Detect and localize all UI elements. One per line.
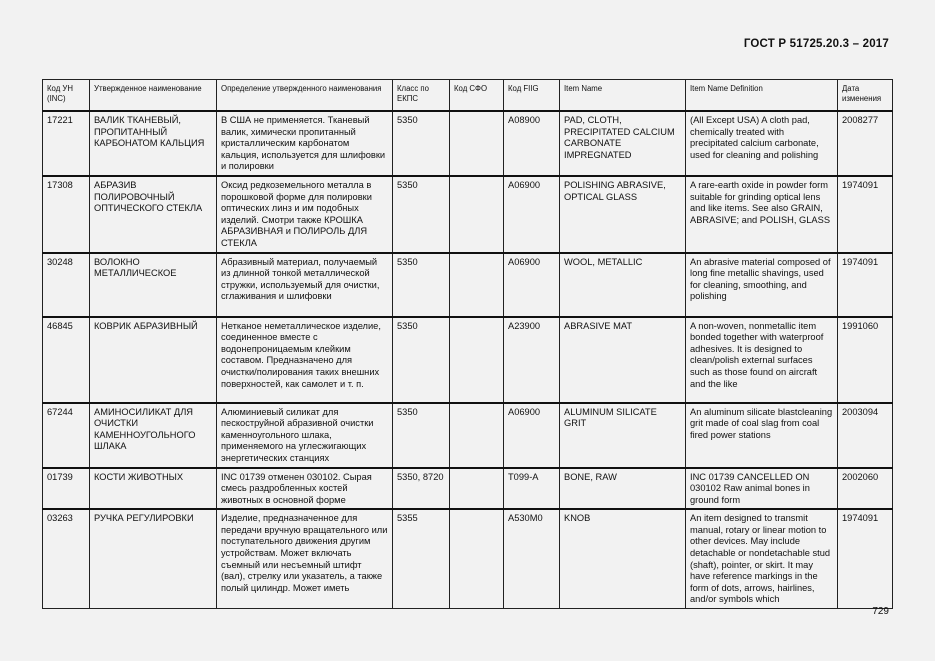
header-date: Дата изменения — [838, 80, 893, 112]
cell-fiig: A08900 — [504, 111, 560, 176]
cell-inc: 17308 — [43, 176, 90, 253]
cell-inc: 01739 — [43, 468, 90, 510]
cell-date: 1974091 — [838, 253, 893, 317]
cell-sfo — [450, 253, 504, 317]
header-inc: Код УН (INC) — [43, 80, 90, 112]
cell-inc: 30248 — [43, 253, 90, 317]
cell-item-name: KNOB — [560, 509, 686, 608]
cell-definition: Изделие, предназначенное для передачи вручную вращательного или поступательного движения другим устройствам. Может включать съемный или несъемный штифт (вал), стрелку или указатель, а также полый цилиндр. Может иметь — [217, 509, 393, 608]
header-class: Класс по ЕКПС — [393, 80, 450, 112]
table-row — [43, 111, 893, 176]
cell-item-name: WOOL, METALLIC — [560, 253, 686, 317]
cell-definition: Нетканое неметаллическое изделие, соединенное вместе с водонепроницаемым клейким составом. Предназначено для очистки/полирования таких внешних поверхностей, как самолет и т. п. — [217, 317, 393, 403]
cell-item-name: ABRASIVE MAT — [560, 317, 686, 403]
cell-item-definition: An item designed to transmit manual, rotary or linear motion to other devices. May include detachable or nondetachable stud (shaft), pointer, or skirt. It may have reference markings in the form of dots, arrows, hairlines, and/or symbols which — [686, 509, 838, 608]
cell-approved-name: КОВРИК АБРАЗИВНЫЙ — [90, 317, 217, 403]
cell-class: 5350 — [393, 253, 450, 317]
cell-sfo — [450, 176, 504, 253]
cell-class: 5350, 8720 — [393, 468, 450, 510]
table-row — [43, 509, 893, 608]
cell-inc: 46845 — [43, 317, 90, 403]
cell-item-name: ALUMINUM SILICATE GRIT — [560, 403, 686, 468]
cell-approved-name: АМИНОСИЛИКАТ ДЛЯ ОЧИСТКИ КАМЕННОУГОЛЬНОГО ШЛАКА — [90, 403, 217, 468]
cell-approved-name: АБРАЗИВ ПОЛИРОВОЧНЫЙ ОПТИЧЕСКОГО СТЕКЛА — [90, 176, 217, 253]
table-row — [43, 176, 893, 253]
cell-item-name: PAD, CLOTH, PRECIPITATED CALCIUM CARBONATE IMPREGNATED — [560, 111, 686, 176]
cell-item-definition: (All Except USA) A cloth pad, chemically treated with precipitated calcium carbonate, used for cleaning and polishing — [686, 111, 838, 176]
header-fiig: Код FIIG — [504, 80, 560, 112]
cell-item-name: POLISHING ABRASIVE, OPTICAL GLASS — [560, 176, 686, 253]
cell-definition: Абразивный материал, получаемый из длинной тонкой металлической стружки, используемый для очистки, сглаживания и шлифовки — [217, 253, 393, 317]
header-item-definition: Item Name Definition — [686, 80, 838, 112]
cell-fiig: A530M0 — [504, 509, 560, 608]
cell-date: 1974091 — [838, 509, 893, 608]
cell-class: 5350 — [393, 317, 450, 403]
cell-fiig: A06900 — [504, 176, 560, 253]
header-item-name: Item Name — [560, 80, 686, 112]
table-row — [43, 317, 893, 403]
header-sfo: Код СФО — [450, 80, 504, 112]
page-number: 729 — [872, 606, 889, 617]
cell-definition: Оксид редкоземельного металла в порошковой форме для полировки оптических линз и им подобных изделий. Смотри также КРОШКА АБРАЗИВНАЯ и ПОЛИРОЛЬ ДЛЯ СТЕКЛА — [217, 176, 393, 253]
cell-item-definition: An aluminum silicate blastcleaning grit made of coal slag from coal fired power stations — [686, 403, 838, 468]
cell-sfo — [450, 317, 504, 403]
cell-fiig: A23900 — [504, 317, 560, 403]
table-row — [43, 403, 893, 468]
cell-date: 1991060 — [838, 317, 893, 403]
cell-class: 5350 — [393, 176, 450, 253]
cell-date: 1974091 — [838, 176, 893, 253]
cell-approved-name: ВОЛОКНО МЕТАЛЛИЧЕСКОЕ — [90, 253, 217, 317]
cell-inc: 17221 — [43, 111, 90, 176]
cell-date: 2003094 — [838, 403, 893, 468]
cell-definition: В США не применяется. Тканевый валик, химически пропитанный кристаллическим карбонатом кальция, используется для шлифовки и полировки — [217, 111, 393, 176]
cell-sfo — [450, 509, 504, 608]
cell-inc: 03263 — [43, 509, 90, 608]
header-definition: Определение утвержденного наименования — [217, 80, 393, 112]
cell-item-name: BONE, RAW — [560, 468, 686, 510]
cell-approved-name: РУЧКА РЕГУЛИРОВКИ — [90, 509, 217, 608]
cell-sfo — [450, 468, 504, 510]
cell-sfo — [450, 111, 504, 176]
document-header: ГОСТ Р 51725.20.3 – 2017 — [743, 38, 889, 50]
cell-item-definition: An abrasive material composed of long fine metallic shavings, used for cleaning, smoothing, and polishing — [686, 253, 838, 317]
cell-date: 2002060 — [838, 468, 893, 510]
cell-sfo — [450, 403, 504, 468]
table-header-row — [43, 80, 893, 112]
cell-approved-name: КОСТИ ЖИВОТНЫХ — [90, 468, 217, 510]
cell-definition: Алюминиевый силикат для пескоструйной абразивной очистки каменноугольного шлака, применяемого на углесжигающих энергетических станциях — [217, 403, 393, 468]
cell-date: 2008277 — [838, 111, 893, 176]
cell-fiig: A06900 — [504, 403, 560, 468]
table-row — [43, 468, 893, 510]
cell-inc: 67244 — [43, 403, 90, 468]
table-row — [43, 253, 893, 317]
cell-class: 5350 — [393, 403, 450, 468]
cell-item-definition: A rare-earth oxide in powder form suitable for grinding optical lens and like items. See also GRAIN, ABRASIVE; and POLISH, GLASS — [686, 176, 838, 253]
cell-fiig: T099-A — [504, 468, 560, 510]
cell-item-definition: INC 01739 CANCELLED ON 030102 Raw animal bones in ground form — [686, 468, 838, 510]
cell-class: 5350 — [393, 111, 450, 176]
cell-class: 5355 — [393, 509, 450, 608]
classification-table — [42, 79, 893, 609]
header-approved-name: Утвержденное наименование — [90, 80, 217, 112]
cell-item-definition: A non-woven, nonmetallic item bonded together with waterproof adhesives. It is designed to clean/polish external surfaces such as those found on aircraft and the like — [686, 317, 838, 403]
cell-definition: INC 01739 отменен 030102. Сырая смесь раздробленных костей животных в основной форме — [217, 468, 393, 510]
cell-fiig: A06900 — [504, 253, 560, 317]
cell-approved-name: ВАЛИК ТКАНЕВЫЙ, ПРОПИТАННЫЙ КАРБОНАТОМ КАЛЬЦИЯ — [90, 111, 217, 176]
